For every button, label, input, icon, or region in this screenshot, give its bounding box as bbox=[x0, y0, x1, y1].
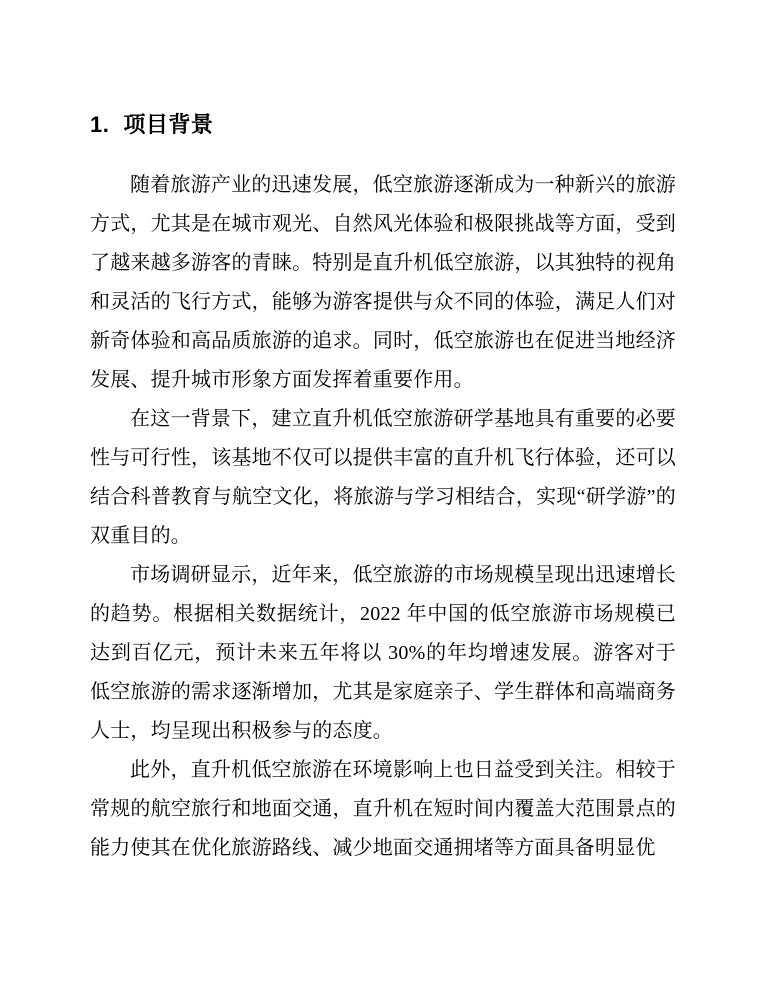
body-paragraph: 在这一背景下，建立直升机低空旅游研学基地具有重要的必要性与可行性，该基地不仅可以提供丰富的直升机飞行体验，还可以结合科普教育与航空文化，将旅游与学习相结合，实现“研学游”的双重目的。 bbox=[90, 408, 676, 547]
body-paragraph: 此外，直升机低空旅游在环境影响上也日益受到关注。相较于常规的航空旅行和地面交通，直升机在短时间内覆盖大范围景点的能力使其在优化旅游路线、减少地面交通拥堵等方面具备明显优 bbox=[90, 759, 676, 859]
body-paragraph: 随着旅游产业的迅速发展，低空旅游逐渐成为一种新兴的旅游方式，尤其是在城市观光、自然风光体验和极限挑战等方面，受到了越来越多游客的青睐。特别是直升机低空旅游，以其独特的视角和灵活的飞行方式，能够为游客提供与众不同的体验，满足人们对新奇体验和高品质旅游的追求。同时，低空旅游也在促进当地经济发展、提升城市形象方面发挥着重要作用。 bbox=[90, 174, 676, 391]
body-paragraph: 市场调研显示，近年来，低空旅游的市场规模呈现出迅速增长的趋势。根据相关数据统计，2022 年中国的低空旅游市场规模已达到百亿元，预计未来五年将以 30%的年均增速发展。游客对于低空旅游的需求逐渐增加，尤其是家庭亲子、学生群体和高端商务人士，均呈现出积极参与的态度。 bbox=[90, 564, 676, 742]
document-content bbox=[90, 112, 676, 868]
section-heading-title: 项目背景 bbox=[123, 112, 214, 137]
section-heading bbox=[90, 112, 676, 138]
section-heading-number: 1. bbox=[90, 112, 110, 137]
